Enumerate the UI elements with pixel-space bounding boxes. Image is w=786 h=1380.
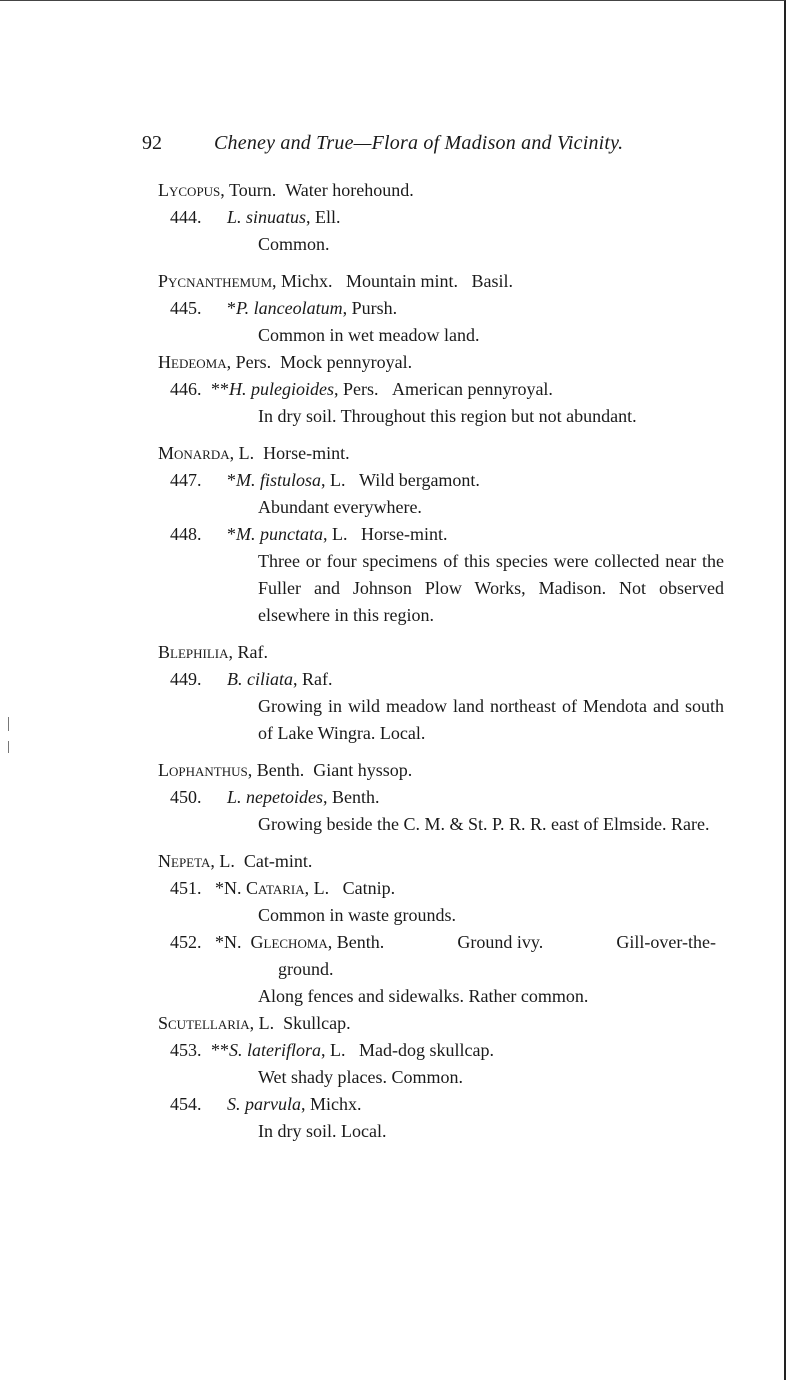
species-entry: 453. **S. lateriflora, L. Mad-dog skullcap. — [158, 1037, 724, 1064]
species-entry: 454. S. parvula, Michx. — [158, 1091, 724, 1118]
species-note: Common in wet meadow land. — [258, 325, 480, 345]
species-number: 451. — [170, 878, 202, 898]
species-name: Glechoma — [250, 932, 328, 952]
species-number: 453. — [170, 1040, 202, 1060]
species-name: L. nepetoides — [227, 787, 323, 807]
common-name: Skullcap. — [283, 1013, 351, 1033]
species-number: 449. — [170, 669, 202, 689]
species-name: S. lateriflora — [229, 1040, 322, 1060]
genus-heading: Pycnanthemum, Michx. Mountain mint. Basil. — [158, 271, 514, 291]
species-name: P. lanceolatum — [236, 298, 343, 318]
species-number: 444. — [170, 207, 202, 227]
genus-heading: Monarda, L. Horse-mint. — [158, 443, 350, 463]
species-mark: ** — [211, 1040, 229, 1060]
species-number: 454. — [170, 1094, 202, 1114]
species-entry: 444. L. sinuatus, Ell. — [158, 204, 724, 231]
common-name: Horse-mint. — [361, 524, 448, 544]
species-name: B. ciliata — [227, 669, 293, 689]
common-name-continued: ground. — [278, 959, 334, 979]
margin-mark — [8, 741, 9, 753]
common-name: Giant hyssop. — [313, 760, 413, 780]
page-body — [158, 177, 724, 1145]
species-mark: * — [227, 524, 236, 544]
species-note: Abundant everywhere. — [258, 497, 422, 517]
species-note: Three or four specimens of this species were collected near the Fuller and Johnson Plow Works, Madison. Not observed elsewhere in this region. — [258, 551, 724, 625]
species-mark: ** — [211, 379, 229, 399]
species-note: Common. — [258, 234, 330, 254]
species-note: Along fences and sidewalks. Rather common. — [258, 986, 589, 1006]
common-name: Mad-dog skullcap. — [359, 1040, 494, 1060]
species-number: 446. — [170, 379, 202, 399]
species-note: Wet shady places. Common. — [258, 1067, 464, 1087]
common-name: American pennyroyal. — [392, 379, 553, 399]
genus-name: Lycopus — [158, 180, 221, 200]
common-name: Mountain mint. — [346, 271, 459, 291]
genus-heading: Scutellaria, L. Skullcap. — [158, 1013, 351, 1033]
species-name: S. parvula — [227, 1094, 301, 1114]
species-mark: * — [215, 932, 224, 952]
genus-name: Nepeta — [158, 851, 211, 871]
common-name: Horse-mint. — [263, 443, 350, 463]
genus-name: Pycnanthemum — [158, 271, 273, 291]
species-mark: * — [215, 878, 224, 898]
genus-heading: Lycopus, Tourn. Water horehound. — [158, 180, 414, 200]
species-name: H. pulegioides — [229, 379, 334, 399]
common-name: Ground ivy. — [457, 932, 544, 952]
species-entry: 446. **H. pulegioides, Pers. American pennyroyal. — [158, 376, 724, 403]
genus-name: Lophanthus — [158, 760, 248, 780]
page-number: 92 — [142, 132, 162, 154]
genus-name: Scutellaria — [158, 1013, 250, 1033]
genus-name: Blephilia — [158, 642, 229, 662]
species-mark: * — [227, 298, 236, 318]
common-name: Basil. — [471, 271, 514, 291]
species-number: 445. — [170, 298, 202, 318]
species-entry: 450. L. nepetoides, Benth. — [158, 784, 724, 811]
species-mark: * — [227, 470, 236, 490]
species-number: 452. — [170, 932, 202, 952]
common-name: Cat-mint. — [243, 851, 313, 871]
species-name: L. sinuatus — [227, 207, 307, 227]
species-number: 450. — [170, 787, 202, 807]
genus-heading: Lophanthus, Benth. Giant hyssop. — [158, 760, 413, 780]
common-name: Catnip. — [342, 878, 396, 898]
genus-name: Monarda — [158, 443, 230, 463]
species-name: M. fistulosa — [236, 470, 322, 490]
genus-heading: Hedeoma, Pers. Mock pennyroyal. — [158, 352, 413, 372]
species-note: In dry soil. Local. — [258, 1121, 387, 1141]
species-entry: 451. *N. Cataria, L. Catnip. — [158, 875, 724, 902]
species-name: M. punctata — [236, 524, 323, 544]
species-name: Cataria — [246, 878, 305, 898]
species-number: 448. — [170, 524, 202, 544]
species-note: Growing in wild meadow land northeast of Mendota and south of Lake Wingra. Local. — [258, 696, 724, 743]
common-name: Wild bergamont. — [359, 470, 480, 490]
species-entry: 445. *P. lanceolatum, Pursh. — [158, 295, 724, 322]
species-note: In dry soil. Throughout this region but not abundant. — [258, 406, 637, 426]
species-note: Common in waste grounds. — [258, 905, 456, 925]
running-title: Cheney and True—Flora of Madison and Vicinity. — [214, 132, 624, 154]
species-entry: 449. B. ciliata, Raf. — [158, 666, 724, 693]
genus-heading: Nepeta, L. Cat-mint. — [158, 851, 313, 871]
species-entry: 447. *M. fistulosa, L. Wild bergamont. — [158, 467, 724, 494]
species-note: Growing beside the C. M. & St. P. R. R. east of Elmside. Rare. — [258, 814, 710, 834]
species-entry: 448. *M. punctata, L. Horse-mint. — [158, 521, 724, 548]
common-name: Water horehound. — [285, 180, 414, 200]
genus-heading: Blephilia, Raf. — [158, 642, 268, 662]
genus-name: Hedeoma — [158, 352, 227, 372]
common-name: Mock pennyroyal. — [280, 352, 413, 372]
species-number: 447. — [170, 470, 202, 490]
common-name: Gill-over-the- — [616, 932, 716, 952]
species-entry: 452. *N. Glechoma, Benth. Ground ivy. Gill-over-the- — [158, 929, 724, 956]
margin-mark — [8, 717, 9, 731]
